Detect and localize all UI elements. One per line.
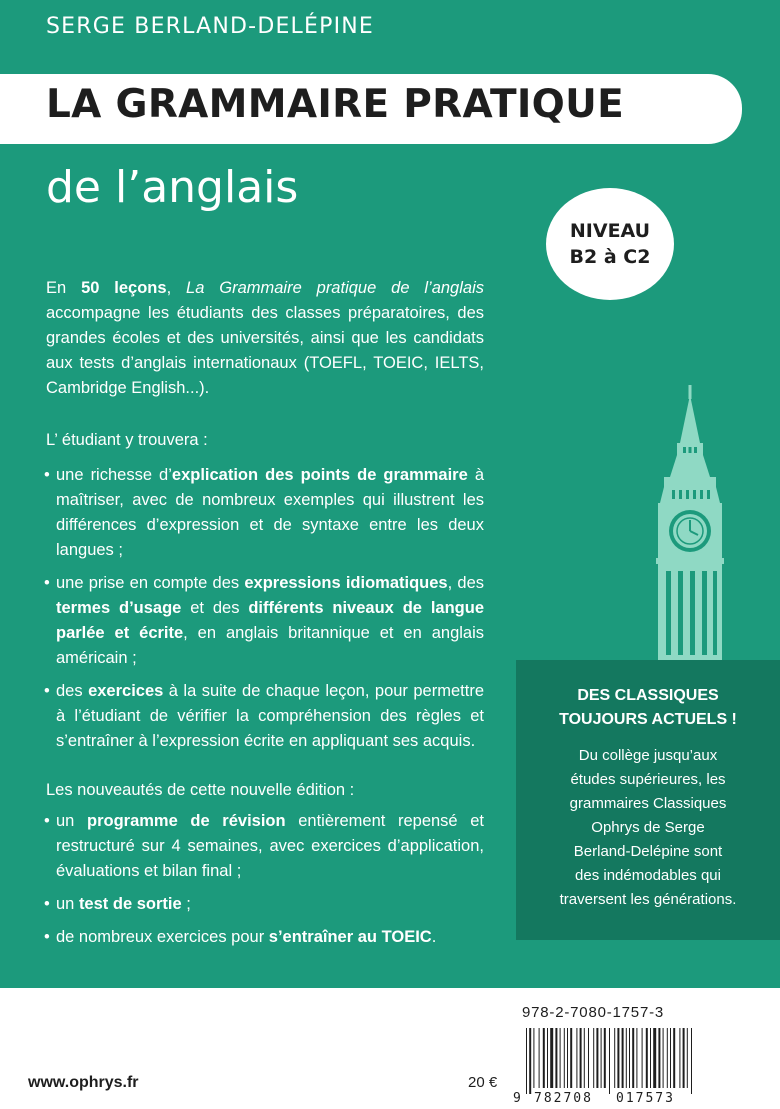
bullet-text: ; [181,895,191,913]
list-item [46,571,484,671]
barcode-bar [529,1028,531,1094]
barcode-bar [584,1028,585,1088]
bullet-text: un [56,895,79,913]
sidebox-line: Ophrys de Serge [591,819,705,836]
barcode-bar [673,1028,675,1088]
sidebox-line: études supérieures, les [570,771,726,788]
bullet-text: une prise en compte des [56,574,245,592]
sidebox [516,660,780,940]
barcode-bar [570,1028,572,1088]
barcode-bar [691,1028,692,1094]
barcode-bar [601,1028,602,1088]
student-lead: L’ étudiant y trouvera : [46,431,208,449]
bullet-bold: explication des points de grammaire [171,466,468,484]
barcode-bar [626,1028,627,1088]
sidebox-line: grammaires Classiques [569,795,727,812]
sidebox-heading-line: TOUJOURS ACTUELS ! [559,711,737,728]
barcode-bar [663,1028,664,1088]
barcode-bar [539,1028,540,1088]
barcode-bar [617,1028,619,1088]
list-item [46,925,484,950]
level-badge-line2: B2 à C2 [569,246,651,268]
list-item [46,463,484,563]
list-item [46,679,484,754]
barcode-bar [550,1028,553,1088]
barcode-bar [679,1028,680,1088]
barcode-bar [533,1028,534,1088]
barcode-bar [526,1028,527,1094]
barcode-bar [629,1028,630,1088]
bullet-bold: termes d’usage [56,599,182,617]
barcode-bar [596,1028,598,1088]
barcode-bar [564,1028,565,1088]
barcode-bar [683,1028,685,1088]
barcode-bar [658,1028,660,1088]
student-section [46,428,484,762]
barcode-bar [567,1028,568,1088]
student-bullet-list [46,463,484,754]
intro-paragraph [46,276,484,401]
bullet-text: à maîtriser, avec de nombreux exemples qui illustrent les différences d’expression et de syntaxe entre les deux langues ; [56,466,484,559]
barcode-digit-first: 9 [513,1091,521,1104]
barcode-bar [670,1028,671,1088]
barcode-bar [547,1028,548,1088]
author-name: SERGE BERLAND-DELÉPINE [46,14,375,39]
sidebox-line: des indémodables qui [575,867,721,884]
barcode-bar [650,1028,651,1088]
barcode-icon [512,1026,700,1104]
news-lead: Les nouveautés de cette nouvelle édition : [46,781,355,799]
bullet-text: une richesse d’ [56,466,172,484]
bullet-text: de nombreux exercices pour [56,928,269,946]
big-ben-tower-icon [650,385,730,660]
price: 20 € [468,1074,498,1091]
footer [0,988,780,1109]
bullet-bold: expressions idiomatiques [244,574,448,592]
bullet-bold: s’entraîner au TOEIC [268,928,432,946]
barcode-bar [604,1028,606,1088]
bullet-bold: différents niveaux de langue parlée et écrite [56,599,484,642]
barcode-bar [687,1028,688,1088]
bullet-text: à la suite de chaque leçon, pour permettre à l’étudiant de vérifier la compréhension des règles et s’entraîner à l’expression écrite en appliquant ses acquis. [56,682,484,750]
list-item [46,809,484,884]
sidebox-heading-line: DES CLASSIQUES [577,687,719,704]
bullet-text: , en anglais britannique et en anglais américain ; [56,624,485,667]
barcode-bar [653,1028,656,1088]
barcode-bar [543,1028,545,1088]
barcode-digits-left: 782708 [534,1091,593,1104]
bullet-text: , des [447,574,484,592]
barcode-bar [560,1028,561,1088]
bullet-bold: test de sortie [78,895,182,913]
bullet-text: un [56,812,87,830]
sidebox-line: traversent les générations. [559,891,737,908]
barcode-bar [614,1028,615,1088]
bullet-text: des [56,682,89,700]
barcode-bar [632,1028,634,1088]
barcode-bar [642,1028,643,1088]
barcode-bar [580,1028,582,1088]
sidebox-line: Berland-Delépine sont [573,843,723,860]
bullet-bold: exercices [88,682,164,700]
barcode-bar [646,1028,648,1088]
barcode-bar [576,1028,577,1088]
bullet-text: et des [181,599,249,617]
barcode-bar [593,1028,594,1088]
intro-bold: 50 leçons [81,279,167,297]
book-title: LA GRAMMAIRE PRATIQUE [46,82,625,127]
bullet-text: . [431,928,437,946]
intro-text: , [166,279,187,297]
barcode-bar [636,1028,637,1088]
publisher-website[interactable]: www.ophrys.fr [28,1074,139,1091]
barcode-bar [555,1028,557,1088]
intro-text: En [46,279,82,297]
barcode-bar [588,1028,589,1088]
barcode-bar [609,1028,610,1094]
level-badge [546,188,674,300]
bullet-text: entièrement repensé et restructuré sur 4 semaines, avec exercices d’application, évaluations et bilan final ; [56,812,484,880]
intro-italic-title: La Grammaire pratique de l’anglais [186,279,484,297]
sidebox-line: Du collège jusqu’aux [578,747,718,764]
news-bullet-list [46,809,484,950]
bullet-bold: programme de révision [87,812,286,830]
isbn: 978-2-7080-1757-3 [522,1004,665,1021]
book-subtitle: de l’anglais [46,162,299,213]
news-section [46,778,484,958]
barcode-digits-right: 017573 [616,1091,675,1104]
barcode-bar [622,1028,624,1088]
list-item [46,892,484,917]
sidebox-heading [516,684,780,732]
level-badge-line1: NIVEAU [569,220,651,242]
sidebox-body [516,744,780,912]
intro-text: accompagne les étudiants des classes préparatoires, des grandes écoles et des universités, ainsi que les candidats aux tests d’anglais internationaux (TOEFL, TOEIC, IELTS, Cambridge English...). [46,304,484,397]
barcode-bar [667,1028,668,1088]
